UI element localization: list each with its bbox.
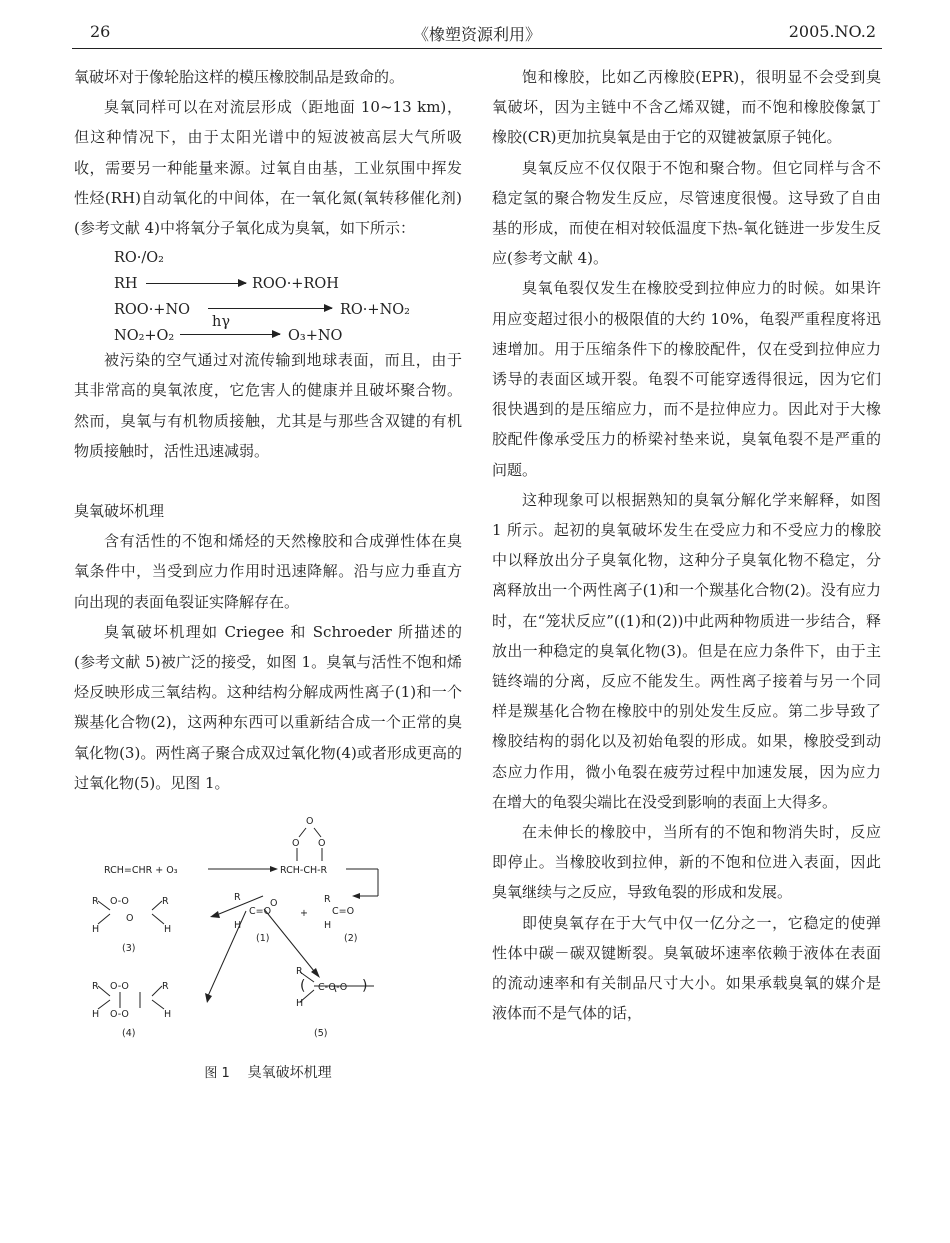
- svg-text:C=O: C=O: [332, 906, 355, 918]
- svg-text:O-O: O-O: [110, 1009, 129, 1021]
- journal-title: 《橡塑资源利用》: [412, 25, 541, 44]
- compound-label: (4): [122, 1028, 136, 1040]
- paragraph: 这种现象可以根据熟知的臭氧分解化学来解释，如图 1 所示。起初的臭氧破坏发生在受应力和不受应力的橡胶中以释放出分子臭氧化物，这种分子臭氧化物不稳定，分离释放出一个两性离子(1)和一个羰基化合物(2)。没有应力时，在“笼状反应”((1)和(2))中此两种物质进一步结合，释放出一种稳定的臭氧化物(3)。但是在应力条件下，由于主链终端的分离，反应不能发生。两性离子接着与另一个同样是羰基化合物在橡胶中的别处发生反应。第二步导致了橡胶结构的弱化以及初始龟裂的形成。如果，橡胶受到动态应力作用，微小龟裂在疲劳过程中加速发展，因为应力在增大的龟裂尖端比在没受到影响的表面上大得多。: [492, 490, 881, 811]
- section-heading: 臭氧破坏机理: [74, 502, 165, 521]
- compound-label: (5): [314, 1028, 328, 1040]
- equation-reactant: NO₂+O₂: [114, 328, 175, 345]
- svg-text:+: +: [300, 908, 308, 920]
- equation-reactant: RH: [114, 276, 138, 293]
- svg-text:R: R: [162, 896, 169, 908]
- svg-text:H: H: [92, 924, 100, 936]
- compound-label: (3): [122, 943, 136, 955]
- equation-product: ROO·+ROH: [252, 276, 339, 293]
- paragraph: 臭氧龟裂仅发生在橡胶受到拉伸应力的时候。如果许用应变超过很小的极限值的大约 10%，龟裂严重程度将迅速增加。用于压缩条件下的橡胶配件，仅在受到拉伸应力诱导的表面区域开裂。龟裂不可能穿透得很远，因为它们很快遇到的是压缩应力，而不是拉伸应力。因此对于大橡胶配件像承受压力的桥梁衬垫来说，臭氧龟裂不是严重的问题。: [492, 279, 881, 479]
- paragraph: 饱和橡胶，比如乙丙橡胶(EPR)，很明显不会受到臭氧破坏，因为主链中不含乙烯双键，而不饱和橡胶像氯丁橡胶(CR)更加抗臭氧是由于它的双键被氯原子钝化。: [492, 68, 881, 147]
- svg-text:H: H: [164, 924, 172, 936]
- paragraph: 氧破坏对于像轮胎这样的模压橡胶制品是致命的。: [74, 68, 405, 86]
- compound-label: (1): [256, 933, 270, 945]
- svg-text:H: H: [324, 920, 332, 932]
- svg-text:H: H: [164, 1009, 172, 1021]
- reaction-start: RCH=CHR + O₃: [104, 865, 178, 877]
- page-number: 26: [90, 22, 111, 41]
- right-column: [492, 62, 881, 1029]
- svg-text:O-O: O-O: [110, 896, 129, 908]
- svg-text:R: R: [92, 981, 99, 993]
- svg-text:R: R: [234, 892, 241, 904]
- reaction-arrow: [146, 283, 246, 284]
- svg-text:R: R: [296, 966, 303, 978]
- svg-text:O-O: O-O: [110, 981, 129, 993]
- svg-text:(: (: [300, 978, 306, 995]
- paragraph: 在未伸长的橡胶中，当所有的不饱和物消失时，反应即停止。当橡胶收到拉伸，新的不饱和位进入表面，因此臭氧继续与之反应，导致龟裂的形成和发展。: [492, 823, 881, 902]
- paragraph: 臭氧反应不仅仅限于不饱和聚合物。但它同样与含不稳定氢的聚合物发生反应，尽管速度很慢。这导致了自由基的形成，而使在相对较低温度下热-氧化链进一步发生反应(参考文献 4)。: [492, 158, 881, 268]
- paragraph: 含有活性的不饱和烯烃的天然橡胶和合成弹性体在臭氧条件中，当受到应力作用时迅速降解。沿与应力垂直方向出现的表面龟裂证实降解存在。: [74, 532, 462, 611]
- oxygen-atom: O: [292, 838, 300, 850]
- paragraph: 即使臭氧存在于大气中仅一亿分之一，它稳定的使弹性体中碳－碳双键断裂。臭氧破坏速率依赖于液体在表面的流动速率和有关制品尺寸大小。如果承载臭氧的媒介是液体而不是气体的话，: [492, 913, 881, 1023]
- issue-number: 2005.NO.2: [788, 22, 876, 41]
- svg-text:C=O: C=O: [249, 906, 272, 918]
- equation-product: O₃+NO: [288, 328, 343, 345]
- compound-label: (2): [344, 933, 358, 945]
- page-header: [72, 18, 882, 49]
- reaction-mechanism-diagram: [74, 806, 462, 1056]
- oxygen-atom: O: [318, 838, 326, 850]
- trioxolane: RCH-CH-R: [280, 865, 328, 877]
- equation-product: RO·+NO₂: [340, 302, 410, 319]
- paragraph: 被污染的空气通过对流传输到地球表面，而且，由于其非常高的臭氧浓度，它危害人的健康并且破坏聚合物。然而，臭氧与有机物质接触，尤其是与那些含双键的有机物质接触时，活性迅速减弱。: [74, 351, 462, 460]
- svg-text:C-O-O: C-O-O: [318, 982, 348, 994]
- oxygen-atom: O: [306, 816, 314, 828]
- paragraph: 臭氧破坏机理如 Criegee 和 Schroeder 所描述的(参考文献 5)被广泛的接受，如图 1。臭氧与活性不饱和烯烃反映形成三氧结构。这种结构分解成两性离子(1)和一个羰基化合物(2)，这两种东西可以重新结合成一个正常的臭氧化物(3)。两性离子聚合成双过氧化物(4)或者形成更高的过氧化物(5)。见图 1。: [74, 622, 462, 792]
- reaction-equations: [74, 243, 462, 343]
- figure-ozone-mechanism: [74, 806, 462, 1082]
- figure-title: 臭氧破坏机理: [247, 1065, 332, 1082]
- figure-number: 图 1: [204, 1066, 230, 1082]
- reaction-arrow: [180, 334, 280, 335]
- svg-text:R: R: [162, 981, 169, 993]
- svg-text:R: R: [92, 896, 99, 908]
- svg-text:H: H: [92, 1009, 100, 1021]
- svg-text:O: O: [270, 898, 278, 910]
- svg-text:R: R: [324, 894, 331, 906]
- paragraph: 臭氧同样可以在对流层形成（距地面 10~13 km)，但这种情况下，由于太阳光谱中的短波被高层大气所吸收，需要另一种能量来源。过氧自由基，工业氛围中挥发性烃(RH)自动氧化的中间体，在一氧化氮(氧转移催化剂)(参考文献 4)中将氧分子氧化成为臭氧，如下所示：: [74, 98, 462, 238]
- equation-catalyst: RO·/O₂: [114, 250, 164, 267]
- figure-caption: [74, 1058, 462, 1089]
- svg-text:H: H: [234, 920, 242, 932]
- left-column: [74, 62, 462, 1082]
- svg-text:O: O: [126, 913, 134, 925]
- svg-text:H: H: [296, 998, 304, 1010]
- equation-condition: hγ: [212, 314, 231, 331]
- equation-reactant: ROO·+NO: [114, 302, 191, 319]
- svg-text:): ): [362, 978, 368, 995]
